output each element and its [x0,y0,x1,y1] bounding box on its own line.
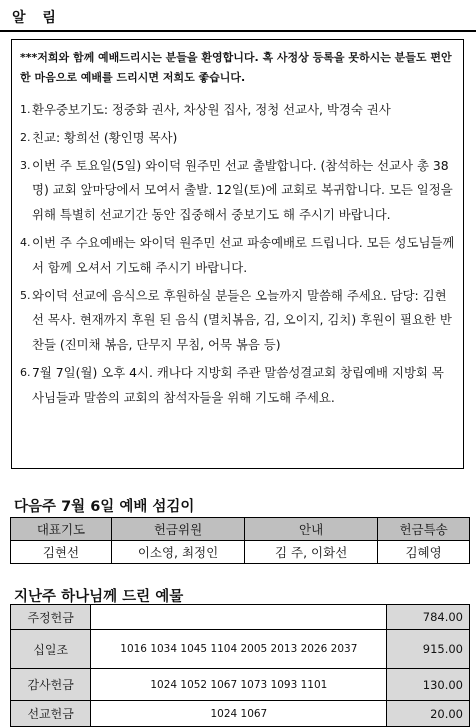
ushers: 김 주, 이화선 [245,541,378,564]
notice-item-number: 3. [20,158,31,172]
table-header-row [11,518,470,541]
notice-item-number: 1. [20,103,31,116]
offering-label: 십일조 [11,630,91,669]
offering-amount: 130.00 [387,669,470,701]
offering-numbers [91,605,387,630]
notice-item-number: 6. [20,365,31,379]
notice-item [20,126,455,151]
service-roster-table [10,517,470,564]
notice-item [20,361,455,411]
offering-team: 이소영, 최정인 [111,541,244,564]
offering-label: 주정헌금 [11,605,91,630]
header-offering-team: 헌금위원 [111,518,244,541]
notice-item [20,284,455,358]
table-row [11,630,470,669]
offering-title: 지난주 하나님께 드린 예물 [14,589,184,605]
offering-numbers: 1024 1052 1067 1073 1093 1101 [91,669,387,701]
next-service-title: 다음주 7월 6일 예배 섬김이 [14,499,195,515]
table-row [11,605,470,630]
offering-amount: 20.00 [387,701,470,727]
header-special-song: 헌금특송 [378,518,470,541]
offering-table [10,604,470,727]
notice-item [20,154,455,228]
notice-title: 알 림 [12,10,62,26]
notice-item-text: 7월 7일(월) 오후 4시. 캐나다 지방회 주관 말씀성결교회 창립예배 지방회 목사님들과 말씀의 교회의 참석자들을 위해 기도해 주세요. [32,364,444,405]
notice-item-text: 환우중보기도: 정중화 권사, 차상원 집사, 정청 선교사, 박경숙 권사 [32,102,391,117]
offering-numbers: 1016 1034 1045 1104 2005 2013 2026 2037 [91,630,387,669]
notice-item-text: 친교: 황희선 (황인명 목사) [32,129,178,145]
notice-item-number: 2. [20,130,31,144]
special-song: 김혜영 [378,541,470,564]
notice-item-number: 5. [20,288,31,302]
title-divider [0,30,476,32]
notice-item-text: 이번 주 토요일(5일) 와이덕 원주민 선교 출발합니다. (참석하는 선교사 총 38명) 교회 앞마당에서 모여서 출발. 12일(토)에 교회로 복귀합니다. 모든 일정을 위해 특별히 선교기간 동안 집중해서 중보기도 해 주시기 바랍니다. [32,157,453,223]
offering-numbers: 1024 1067 [91,701,387,727]
header-usher: 안내 [245,518,378,541]
offering-amount: 784.00 [387,605,470,630]
notice-box [11,39,464,469]
notice-item [20,231,455,281]
notice-item [20,98,455,123]
offering-amount: 915.00 [387,630,470,669]
table-row [11,701,470,727]
header-prayer: 대표기도 [11,518,112,541]
prayer-leader: 김현선 [11,541,112,564]
table-row [11,669,470,701]
offering-label: 선교헌금 [11,701,91,727]
notice-item-number: 4. [20,235,31,249]
notice-intro: ***저희와 함께 예배드리시는 분들을 환영합니다. 혹 사정상 등록을 못하시는 분들도 편안한 마음으로 예배를 드리시면 저희도 좋습니다. [20,51,452,84]
notice-item-text: 이번 주 수요예배는 와이덕 원주민 선교 파송예배로 드립니다. 모든 성도님들께서 함께 오셔서 기도해 주시기 바랍니다. [32,234,455,275]
offering-label: 감사헌금 [11,669,91,701]
table-row [11,541,470,564]
notice-item-text: 와이덕 선교에 음식으로 후원하실 분들은 오늘까지 말씀해 주세요. 담당: 김현선 목사. 현재까지 후원 된 음식 (멸치볶음, 김, 오이지, 김치) 후원이 필요한 반찬들 (진미채 볶음, 단무지 무침, 어묵 볶음 등) [32,287,452,353]
